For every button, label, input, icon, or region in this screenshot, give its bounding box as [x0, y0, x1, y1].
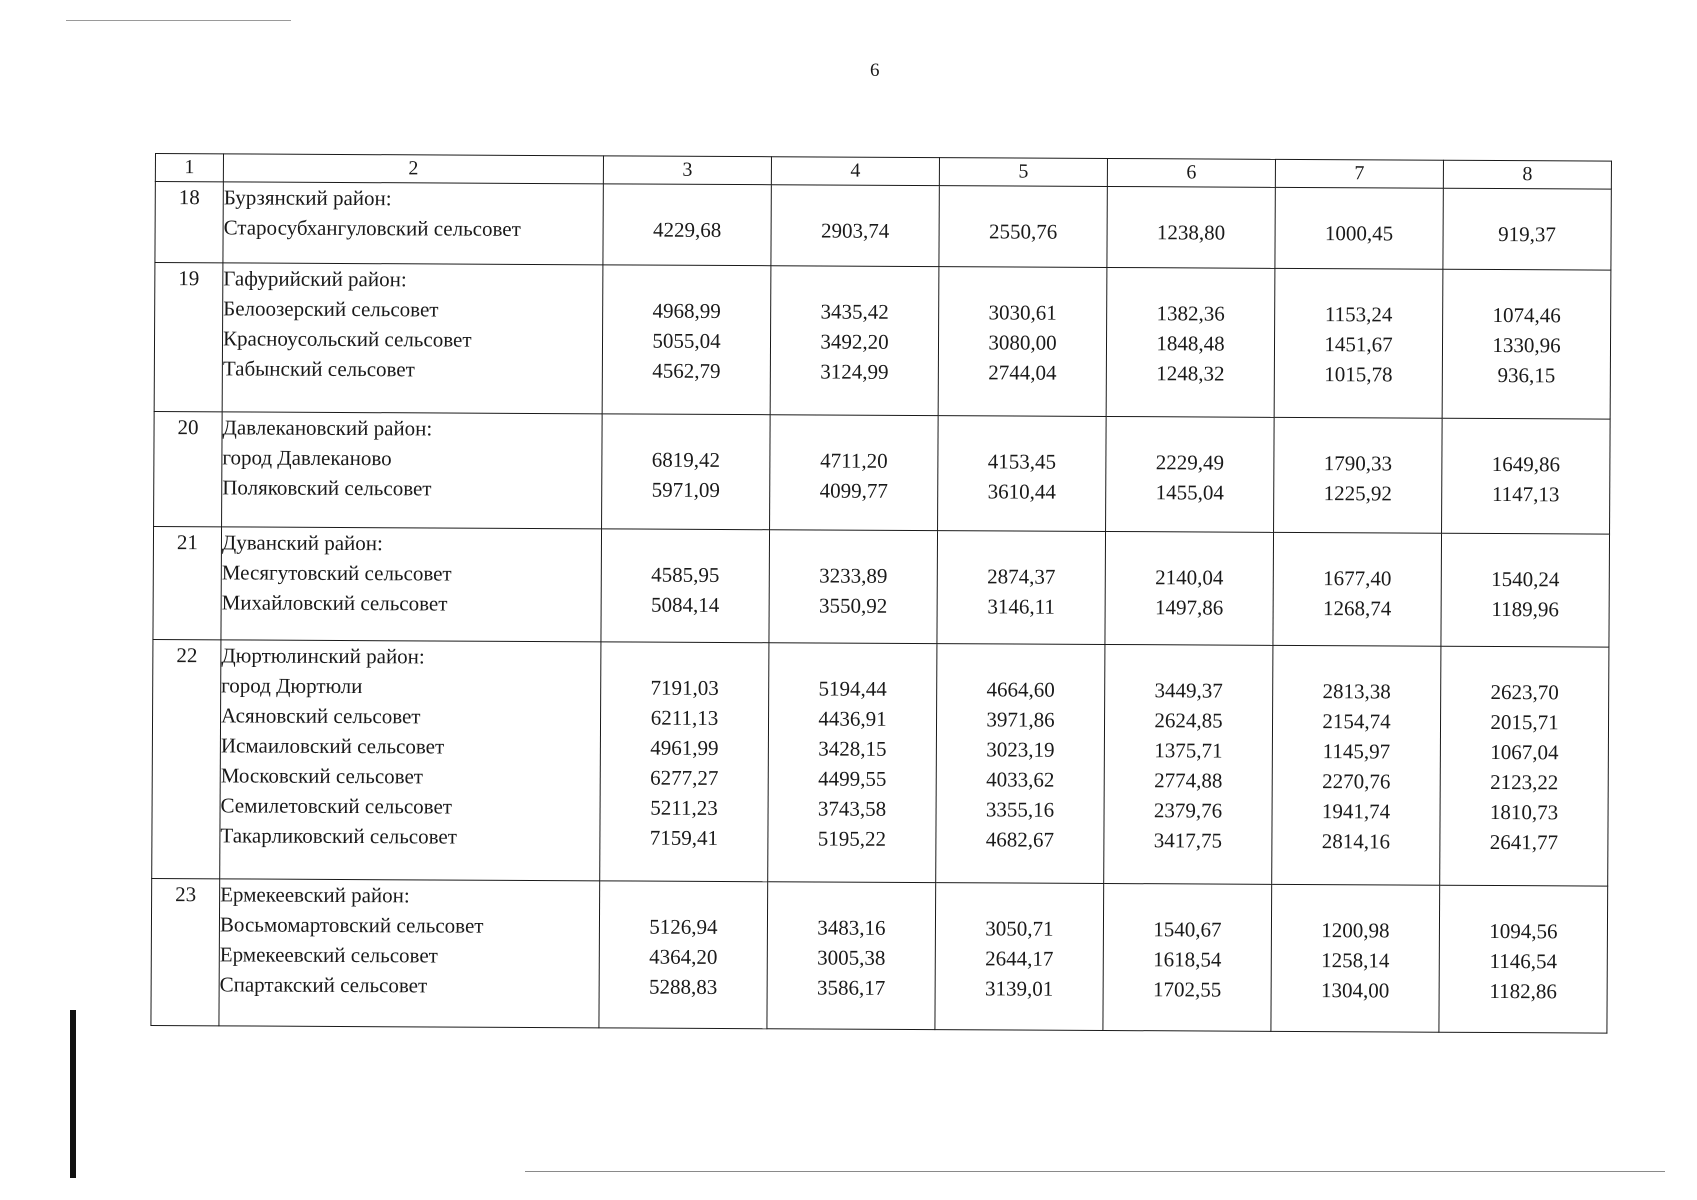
- value-cell-col-7: [1275, 187, 1443, 269]
- value-cell-col-7: [1271, 884, 1440, 1032]
- settlement-name: город Дюртюли: [221, 673, 363, 699]
- value-cell-col-4: [771, 185, 939, 267]
- value: 3449,37: [1154, 678, 1223, 703]
- value: 3139,01: [984, 976, 1054, 1001]
- value: 2123,22: [1490, 769, 1559, 795]
- value: 4153,45: [987, 449, 1057, 474]
- value-cell-col-4: [769, 530, 938, 644]
- value: 4499,55: [818, 766, 887, 791]
- value: 1304,00: [1320, 978, 1390, 1003]
- value: 1094,56: [1489, 918, 1558, 944]
- value-cell-col-4: [770, 266, 939, 416]
- value: 1146,54: [1489, 948, 1558, 974]
- value: 3080,00: [988, 330, 1057, 355]
- district-name: Дюртюлинский район:: [221, 643, 425, 669]
- spacer: [602, 529, 769, 560]
- value-cell-col-3: [601, 529, 770, 643]
- value: 2874,37: [987, 564, 1056, 589]
- value: 1649,86: [1491, 452, 1561, 477]
- value: 1455,04: [1155, 480, 1224, 505]
- district-name: Давлекановский район:: [222, 415, 433, 441]
- value: 7159,41: [649, 825, 719, 850]
- value: 3030,61: [988, 300, 1057, 325]
- district-group-row: [154, 263, 1611, 420]
- value: 5971,09: [651, 477, 720, 502]
- spacer: [603, 265, 770, 296]
- value-cell-col-5: [935, 883, 1104, 1031]
- district-group-row: [153, 526, 1610, 647]
- value: 1067,04: [1490, 739, 1559, 765]
- spacer: [1106, 417, 1273, 448]
- settlement-name: Михайловский сельсовет: [221, 590, 448, 616]
- value: 2644,17: [985, 946, 1054, 971]
- value: 4099,77: [819, 478, 888, 503]
- value: 1330,96: [1492, 333, 1561, 358]
- spacer: [1442, 419, 1609, 450]
- value: 1074,46: [1492, 303, 1561, 328]
- row-number: 18: [155, 182, 223, 263]
- value: 1941,74: [1321, 799, 1391, 824]
- settlement-name: город Давлеканово: [222, 445, 392, 471]
- value: 1189,96: [1491, 597, 1559, 622]
- settlement-name: Семилетовский сельсовет: [220, 793, 453, 819]
- value: 1238,80: [1156, 220, 1226, 245]
- value: 3146,11: [987, 594, 1055, 619]
- value-cell-col-8: [1440, 646, 1609, 886]
- value-cell-col-8: [1439, 885, 1608, 1033]
- value: 2270,76: [1322, 769, 1391, 794]
- value: 1375,71: [1154, 738, 1223, 763]
- value: 1618,54: [1153, 947, 1222, 972]
- header-cell: 8: [1443, 160, 1611, 189]
- value-cell-col-5: [938, 267, 1107, 417]
- district-group-row: [152, 639, 1609, 886]
- settlement-name: Московский сельсовет: [220, 763, 424, 789]
- name-cell: [219, 879, 600, 1028]
- value-cell-col-5: [937, 531, 1106, 645]
- value: 2229,49: [1155, 450, 1225, 475]
- name-cell: [220, 640, 601, 881]
- value-cell-col-8: [1441, 533, 1610, 647]
- scan-line-bottom: [525, 1171, 1665, 1172]
- name-cell: [223, 182, 603, 265]
- value-cell-col-5: [936, 644, 1105, 884]
- spacer: [772, 185, 939, 216]
- value: 7191,03: [650, 675, 719, 700]
- value: 1810,73: [1489, 799, 1559, 825]
- row-number: 19: [154, 263, 223, 412]
- value: 4961,99: [650, 735, 719, 760]
- value: 3050,71: [985, 916, 1054, 941]
- settlement-name: Табынский сельсовет: [222, 356, 415, 382]
- value: 1540,24: [1491, 567, 1560, 592]
- value-cell-col-6: [1106, 267, 1275, 417]
- value: 5195,22: [817, 826, 887, 851]
- value: 1790,33: [1323, 451, 1393, 476]
- spacer: [1276, 188, 1443, 219]
- settlement-name: Красноусольский сельсовет: [222, 326, 472, 352]
- value-cell-col-8: [1442, 269, 1611, 419]
- settlement-name: Старосубхангуловский сельсовет: [223, 215, 521, 241]
- value: 936,15: [1497, 363, 1556, 388]
- header-cell: 1: [155, 154, 223, 182]
- value: 1225,92: [1323, 481, 1392, 506]
- value: 3550,92: [818, 593, 888, 618]
- value-cell-col-6: [1106, 416, 1275, 532]
- settlement-name: Месягутовский сельсовет: [221, 560, 452, 586]
- row-number: 21: [153, 526, 222, 639]
- value: 1145,97: [1322, 739, 1391, 764]
- value: 4968,99: [652, 298, 721, 323]
- value: 1153,24: [1324, 302, 1393, 327]
- value: 5055,04: [652, 328, 721, 353]
- value: 5288,83: [648, 974, 718, 999]
- value: 919,37: [1498, 222, 1557, 247]
- value: 2140,04: [1155, 565, 1224, 590]
- value: 2623,70: [1490, 680, 1559, 705]
- value: 3124,99: [820, 359, 889, 384]
- settlement-name: Поляковский сельсовет: [222, 475, 432, 501]
- settlement-name: Исмаиловский сельсовет: [220, 733, 445, 759]
- district-name: Дуванский район:: [221, 530, 383, 556]
- value-cell-col-3: [603, 184, 771, 266]
- value-cell-col-4: [768, 643, 937, 883]
- value-cell-col-3: [602, 265, 771, 415]
- value: 1702,55: [1152, 977, 1222, 1002]
- district-name: Гафурийский район:: [223, 266, 407, 292]
- spacer: [1105, 645, 1272, 676]
- header-cell: 5: [939, 158, 1107, 187]
- value: 1000,45: [1324, 221, 1394, 246]
- name-cell: [221, 527, 602, 642]
- value-cell-col-7: [1273, 532, 1442, 646]
- spacer: [768, 882, 935, 913]
- value-cell-col-8: [1443, 188, 1611, 270]
- spacer: [1442, 534, 1609, 565]
- spacer: [938, 531, 1105, 562]
- spacer: [601, 642, 768, 673]
- value-cell-col-7: [1272, 645, 1441, 885]
- value: 2550,76: [988, 219, 1058, 244]
- value: 6211,13: [650, 705, 719, 730]
- value: 1182,86: [1489, 978, 1557, 1004]
- spacer: [940, 186, 1107, 217]
- row-number: 20: [154, 411, 223, 526]
- spacer: [1107, 268, 1274, 299]
- value: 2903,74: [820, 218, 890, 243]
- settlement-name: Белоозерский сельсовет: [223, 296, 439, 322]
- value: 1677,40: [1323, 566, 1392, 591]
- spacer: [1104, 884, 1271, 915]
- value: 3005,38: [817, 945, 886, 970]
- district-name: Ермекеевский район:: [220, 882, 410, 908]
- spacer: [604, 184, 771, 215]
- district-group-row: [151, 878, 1608, 1033]
- settlement-name: Асяновский сельсовет: [220, 703, 421, 729]
- header-cell: 4: [771, 157, 939, 186]
- value: 3586,17: [816, 975, 886, 1000]
- spacer: [1106, 532, 1273, 563]
- value: 5194,44: [818, 676, 887, 701]
- value-cell-col-5: [938, 416, 1107, 532]
- value: 2379,76: [1153, 798, 1223, 823]
- spacer: [939, 267, 1106, 298]
- spacer: [1274, 418, 1441, 449]
- value: 3971,86: [986, 707, 1055, 732]
- value-cell-col-6: [1105, 531, 1274, 645]
- spacer: [600, 881, 767, 912]
- value: 2015,71: [1490, 710, 1559, 735]
- district-group-row: [154, 411, 1611, 534]
- value: 3428,15: [818, 736, 887, 761]
- spacer: [1443, 270, 1610, 301]
- value: 6277,27: [650, 765, 719, 790]
- spacer: [771, 266, 938, 297]
- value: 5211,23: [650, 795, 718, 820]
- value: 4229,68: [652, 217, 722, 242]
- value: 3023,19: [986, 737, 1055, 762]
- value-cell-col-6: [1107, 186, 1275, 268]
- spacer: [770, 530, 937, 561]
- spacer: [1275, 269, 1442, 300]
- value-cell-col-5: [939, 186, 1107, 268]
- value: 4436,91: [818, 706, 887, 731]
- value: 6819,42: [651, 447, 721, 472]
- spacer: [1441, 647, 1608, 678]
- spacer: [936, 883, 1103, 914]
- value: 3492,20: [820, 329, 889, 354]
- value: 1248,32: [1156, 361, 1225, 386]
- value-cell-col-3: [602, 414, 771, 530]
- spacer: [938, 416, 1105, 447]
- spacer: [1272, 885, 1439, 916]
- value: 4682,67: [985, 827, 1055, 852]
- value: 2814,16: [1321, 829, 1391, 854]
- value: 2774,88: [1154, 768, 1223, 793]
- value: 1540,67: [1153, 917, 1222, 942]
- value: 3355,16: [985, 797, 1055, 822]
- header-cell: 2: [223, 154, 603, 184]
- value: 4711,20: [820, 448, 888, 473]
- spacer: [1273, 646, 1440, 677]
- value: 1268,74: [1322, 596, 1392, 621]
- scan-line-top: [66, 20, 291, 21]
- value: 1147,13: [1491, 482, 1560, 507]
- value-cell-col-7: [1274, 268, 1443, 418]
- spacer: [1274, 533, 1441, 564]
- spacer: [1440, 886, 1607, 917]
- value: 2813,38: [1322, 679, 1391, 704]
- value: 5126,94: [649, 914, 718, 939]
- value: 2154,74: [1322, 709, 1391, 734]
- data-table: [150, 153, 1612, 1034]
- value: 3483,16: [817, 915, 886, 940]
- value-cell-col-4: [767, 882, 936, 1030]
- spacer: [770, 415, 937, 446]
- district-name: Бурзянский район:: [223, 185, 392, 211]
- settlement-name: Ермекеевский сельсовет: [219, 942, 438, 968]
- row-number: 22: [152, 639, 221, 878]
- value: 1497,86: [1154, 595, 1224, 620]
- settlement-name: Такарликовский сельсовет: [220, 823, 458, 849]
- value: 1200,98: [1321, 918, 1390, 943]
- value: 2641,77: [1489, 829, 1559, 855]
- scan-margin-bar: [70, 1010, 76, 1178]
- value: 3743,58: [817, 796, 887, 821]
- value: 5084,14: [650, 592, 720, 617]
- header-cell: 3: [603, 156, 771, 185]
- value: 3233,89: [819, 563, 888, 588]
- value-cell-col-4: [770, 415, 939, 531]
- settlement-name: Спартакский сельсовет: [219, 972, 428, 998]
- spacer: [769, 643, 936, 674]
- value: 4585,95: [651, 562, 720, 587]
- name-cell: [222, 263, 603, 414]
- value: 4364,20: [649, 944, 718, 969]
- name-cell: [222, 412, 603, 529]
- value: 1451,67: [1324, 332, 1393, 357]
- row-number: 23: [151, 878, 220, 1025]
- district-group-row: [155, 182, 1611, 271]
- settlement-name: Восьмомартовский сельсовет: [219, 912, 484, 938]
- value: 4664,60: [986, 677, 1055, 702]
- spacer: [1444, 189, 1611, 220]
- value: 1848,48: [1156, 331, 1225, 356]
- value: 1382,36: [1156, 301, 1225, 326]
- value-cell-col-6: [1103, 883, 1272, 1031]
- header-cell: 6: [1107, 158, 1275, 187]
- value-cell-col-6: [1104, 644, 1273, 884]
- spacer: [1108, 187, 1275, 218]
- spacer: [937, 644, 1104, 675]
- value: 2744,04: [988, 360, 1057, 385]
- value: 1015,78: [1324, 362, 1393, 387]
- value-cell-col-3: [599, 881, 768, 1029]
- value: 3417,75: [1153, 828, 1223, 853]
- page-number: 6: [870, 60, 880, 81]
- value: 3610,44: [987, 479, 1056, 504]
- value-cell-col-8: [1442, 418, 1611, 534]
- value-cell-col-3: [600, 642, 769, 882]
- value: 2624,85: [1154, 708, 1223, 733]
- value: 1258,14: [1321, 948, 1390, 973]
- value: 3435,42: [820, 299, 889, 324]
- value: 4562,79: [652, 358, 721, 383]
- value: 4033,62: [986, 767, 1055, 792]
- spacer: [602, 414, 769, 445]
- header-cell: 7: [1275, 159, 1443, 188]
- value-cell-col-7: [1274, 417, 1443, 533]
